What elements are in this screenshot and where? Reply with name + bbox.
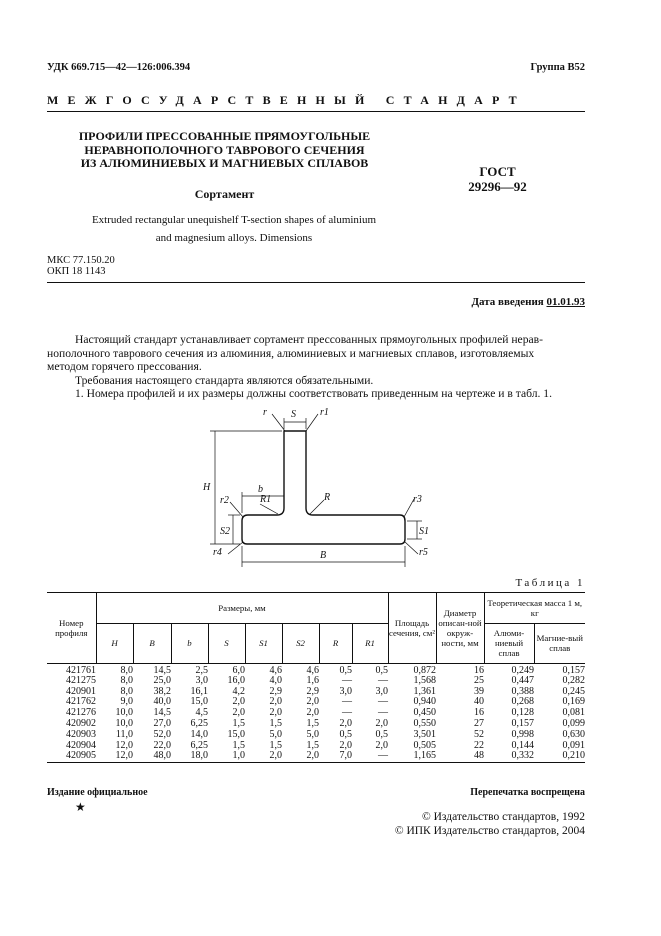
table-cell: 0,5 xyxy=(375,728,388,740)
t-profile-drawing xyxy=(200,404,440,574)
table-cell: 1,6 xyxy=(306,674,319,686)
table-cell: 5,0 xyxy=(306,728,319,740)
table-cell: — xyxy=(378,750,388,762)
table-cell: 0,447 xyxy=(511,674,534,686)
table-cell: 3,0 xyxy=(375,685,388,697)
table-cell: 5,0 xyxy=(269,728,282,740)
table-cell: 8,0 xyxy=(120,664,133,676)
label-s: S xyxy=(291,409,296,420)
col-number-header: Номер профиля xyxy=(47,593,96,663)
col-s1: S1 xyxy=(245,623,282,663)
label-b: b xyxy=(258,484,263,495)
document-title xyxy=(47,130,402,171)
table-cell: 1,5 xyxy=(232,739,245,751)
reprint-notice: Перепечатка воспрещена xyxy=(470,787,585,798)
profile-number-cell: 420904 xyxy=(66,739,96,751)
table-cell: — xyxy=(378,674,388,686)
intro-date-value: 01.01.93 xyxy=(546,296,585,308)
table-cell: 6,0 xyxy=(232,664,245,676)
table-row xyxy=(47,663,585,676)
table-cell: 2,0 xyxy=(306,696,319,708)
label-s1: S1 xyxy=(419,526,429,537)
title-line-2: НЕРАВНОПОЛОЧНОГО ТАВРОВОГО СЕЧЕНИЯ xyxy=(84,142,365,157)
table-cell: 3,0 xyxy=(195,674,208,686)
gost-label: ГОСТ xyxy=(479,164,516,179)
table-cell: 0,157 xyxy=(511,718,534,730)
table-cell: 0,169 xyxy=(562,696,585,708)
profile-number-cell: 421275 xyxy=(66,674,96,686)
top-rule xyxy=(47,111,585,112)
table-cell: 4,2 xyxy=(232,685,245,697)
table-cell: 2,0 xyxy=(339,739,352,751)
label-r1: r1 xyxy=(320,407,329,418)
table-cell: — xyxy=(378,696,388,708)
label-R: R xyxy=(324,492,331,503)
table-cell: 12,0 xyxy=(115,739,133,751)
profile-number-cell: 420902 xyxy=(66,718,96,730)
table-cell: 10,0 xyxy=(115,707,133,719)
table-cell: 4,0 xyxy=(269,674,282,686)
table-cell: 0,505 xyxy=(413,739,436,751)
profile-number-cell: 421762 xyxy=(66,696,96,708)
table-cell: 0,268 xyxy=(511,696,534,708)
table-cell: 52 xyxy=(474,728,484,740)
table-cell: 0,940 xyxy=(413,696,436,708)
label-r5: r5 xyxy=(419,547,428,558)
table-cell: 38,2 xyxy=(153,685,171,697)
table-row xyxy=(47,697,585,708)
table-cell: 3,0 xyxy=(339,685,352,697)
table-row xyxy=(47,676,585,687)
table-cell: 2,0 xyxy=(375,739,388,751)
mks-code: МКС 77.150.20 xyxy=(47,255,115,266)
table-cell: 2,9 xyxy=(269,685,282,697)
table-cell: 0,245 xyxy=(562,685,585,697)
paragraph-1: Настоящий стандарт устанавливает сортамент прессованных прямоугольных профилей нерав- xyxy=(75,333,543,346)
english-title xyxy=(47,211,421,247)
table-row xyxy=(47,751,585,762)
udc-code: УДК 669.715—42—126:006.394 xyxy=(47,62,191,73)
col-mg: Магние-вый сплав xyxy=(534,623,585,663)
table-cell: 40,0 xyxy=(153,696,171,708)
body-text xyxy=(47,333,587,401)
table-cell: 27,0 xyxy=(153,718,171,730)
col-sizes-header: Размеры, мм xyxy=(96,593,388,623)
star-mark: ★ xyxy=(75,800,86,814)
standard-banner xyxy=(47,93,587,108)
table-cell: 1,165 xyxy=(413,750,436,762)
table-cell: 2,0 xyxy=(232,696,245,708)
banner-text: МЕЖГОСУДАРСТВЕННЫЙ СТАНДАРТ xyxy=(47,93,526,107)
table-cell: 14,5 xyxy=(153,664,171,676)
table-cell: 2,0 xyxy=(269,707,282,719)
table-cell: 0,388 xyxy=(511,685,534,697)
copyright-2004: © ИПК Издательство стандартов, 2004 xyxy=(394,825,585,837)
intro-date-label: Дата введения xyxy=(471,296,544,308)
copyright-1992: © Издательство стандартов, 1992 xyxy=(421,811,585,823)
subtitle: Сортамент xyxy=(194,187,255,201)
col-diameter-header: Диаметр описан-ной окруж-ности, мм xyxy=(436,593,484,663)
col-area-header: Площадь сечения, см² xyxy=(388,593,436,663)
table-cell: — xyxy=(342,707,352,719)
paragraph-2: Требования настоящего стандарта являются обязательными. xyxy=(75,373,374,387)
table-cell: 4,6 xyxy=(306,664,319,676)
label-h: H xyxy=(203,482,211,493)
table-cell: 27 xyxy=(474,718,484,730)
table-cell: 0,144 xyxy=(511,739,534,751)
table-cell: 0,091 xyxy=(562,739,585,751)
table-cell: 25,0 xyxy=(153,674,171,686)
table-cell: 0,249 xyxy=(511,664,534,676)
profile-number-cell: 421276 xyxy=(66,707,96,719)
table-row xyxy=(47,686,585,697)
table-cell: 2,0 xyxy=(375,718,388,730)
classification-codes xyxy=(47,255,115,277)
table-row xyxy=(47,740,585,751)
label-s2: S2 xyxy=(220,526,230,537)
table-cell: 0,332 xyxy=(511,750,534,762)
gost-designation xyxy=(430,164,565,194)
table-cell: 4,6 xyxy=(269,664,282,676)
intro-date xyxy=(471,296,585,308)
table-cell: 15,0 xyxy=(227,728,245,740)
table-cell: 8,0 xyxy=(120,685,133,697)
table-cell: 2,0 xyxy=(269,696,282,708)
table-cell: 15,0 xyxy=(190,696,208,708)
table-cell: 9,0 xyxy=(120,696,133,708)
table-cell: 1,5 xyxy=(306,739,319,751)
label-B: B xyxy=(320,550,327,561)
codes-rule xyxy=(47,282,585,283)
col-R: R xyxy=(319,623,352,663)
table-cell: 2,0 xyxy=(269,750,282,762)
table-cell: 3,501 xyxy=(413,728,436,740)
profile-number-cell: 420903 xyxy=(66,728,96,740)
col-R1: R1 xyxy=(352,623,388,663)
table-cell: 16 xyxy=(474,664,484,676)
table-cell: 1,361 xyxy=(413,685,436,697)
table-cell: 1,5 xyxy=(306,718,319,730)
official-edition: Издание официальное xyxy=(47,787,148,798)
table-cell: 2,0 xyxy=(306,707,319,719)
table-cell: 7,0 xyxy=(339,750,352,762)
english-line-1: Extruded rectangular unequishelf T-section shapes of aluminium xyxy=(91,214,377,226)
col-mass-header: Теоретическая масса 1 м, кг xyxy=(484,593,585,623)
gost-number: 29296—92 xyxy=(468,179,527,194)
table-cell: 2,9 xyxy=(306,685,319,697)
table-cell: 2,0 xyxy=(232,707,245,719)
table-cell: 0,5 xyxy=(375,664,388,676)
table-cell: 40 xyxy=(474,696,484,708)
table-cell: 4,5 xyxy=(195,707,208,719)
table-cell: 16 xyxy=(474,707,484,719)
table-cell: 39 xyxy=(474,685,484,697)
table-cell: 0,450 xyxy=(413,707,436,719)
label-r4: r4 xyxy=(213,547,222,558)
col-al: Алюми-ниевый сплав xyxy=(484,623,534,663)
table-row xyxy=(47,719,585,730)
paragraph-3: 1. Номера профилей и их размеры должны соответствовать приведенным на чертеже и в табл. 1. xyxy=(75,387,552,400)
table-cell: — xyxy=(378,707,388,719)
table-cell: 1,0 xyxy=(232,750,245,762)
table-cell: 16,1 xyxy=(190,685,208,697)
table-cell: 18,0 xyxy=(190,750,208,762)
profile-number-cell: 420901 xyxy=(66,685,96,697)
table-cell: 22,0 xyxy=(153,739,171,751)
table-cell: 2,0 xyxy=(306,750,319,762)
profile-number-cell: 420905 xyxy=(66,750,96,762)
copyright-block xyxy=(395,810,585,838)
table-cell: 0,210 xyxy=(562,750,585,762)
table-cell: 11,0 xyxy=(115,728,133,740)
table-cell: 16,0 xyxy=(227,674,245,686)
table-cell: 0,5 xyxy=(339,728,352,740)
paragraph-1b: нополочного таврового сечения из алюминия, алюминиевых и магниевых сплавов, изготовляемых xyxy=(47,346,535,360)
profile-number-cell: 421761 xyxy=(66,664,96,676)
col-s: S xyxy=(208,623,245,663)
table-cell: 0,998 xyxy=(511,728,534,740)
group-code: Группа В52 xyxy=(530,62,585,73)
table-cell: 0,872 xyxy=(413,664,436,676)
table-cell: 1,5 xyxy=(269,739,282,751)
table-cell: 0,550 xyxy=(413,718,436,730)
paragraph-1c: методом горячего прессования. xyxy=(47,360,202,373)
dimensions-table xyxy=(47,592,585,763)
table-cell: 10,0 xyxy=(115,718,133,730)
table-row xyxy=(47,729,585,740)
table-cell: — xyxy=(342,674,352,686)
title-line-1: ПРОФИЛИ ПРЕССОВАННЫЕ ПРЯМОУГОЛЬНЫЕ xyxy=(78,129,371,143)
table-cell: 52,0 xyxy=(153,728,171,740)
table-cell: 0,5 xyxy=(339,664,352,676)
profile-outline xyxy=(242,431,405,544)
table-cell: 22 xyxy=(474,739,484,751)
table-cell: 0,630 xyxy=(562,728,585,740)
table-cell: 0,157 xyxy=(562,664,585,676)
table-cell: 12,0 xyxy=(115,750,133,762)
table-cell: 8,0 xyxy=(120,674,133,686)
col-s2: S2 xyxy=(282,623,319,663)
table-cell: 48 xyxy=(474,750,484,762)
label-R1: R1 xyxy=(260,494,272,505)
table-cell: 2,5 xyxy=(195,664,208,676)
label-r2: r2 xyxy=(220,495,229,506)
col-h: H xyxy=(96,623,133,663)
table-cell: 6,25 xyxy=(190,739,208,751)
table-cell: 48,0 xyxy=(153,750,171,762)
table-cell: 1,5 xyxy=(232,718,245,730)
table-body xyxy=(47,663,585,762)
col-b: b xyxy=(171,623,208,663)
table-row xyxy=(47,708,585,719)
table-cell: 0,282 xyxy=(562,674,585,686)
label-r3: r3 xyxy=(413,494,422,505)
label-r: r xyxy=(263,407,267,418)
table-cell: 6,25 xyxy=(190,718,208,730)
table-cell: 25 xyxy=(474,674,484,686)
title-line-3: ИЗ АЛЮМИНИЕВЫХ И МАГНИЕВЫХ СПЛАВОВ xyxy=(80,156,369,170)
table-cell: 1,568 xyxy=(413,674,436,686)
table-cell: 14,0 xyxy=(190,728,208,740)
table-cell: 1,5 xyxy=(269,718,282,730)
table-cell: — xyxy=(342,696,352,708)
table-cell: 14,5 xyxy=(153,707,171,719)
table-cell: 0,128 xyxy=(511,707,534,719)
table-cell: 0,099 xyxy=(562,718,585,730)
table-cell: 2,0 xyxy=(339,718,352,730)
okp-code: ОКП 18 1143 xyxy=(47,266,106,277)
table-cell: 0,081 xyxy=(562,707,585,719)
english-line-2: and magnesium alloys. Dimensions xyxy=(155,232,313,244)
table-caption: Таблица 1 xyxy=(515,577,585,589)
col-B: B xyxy=(133,623,171,663)
